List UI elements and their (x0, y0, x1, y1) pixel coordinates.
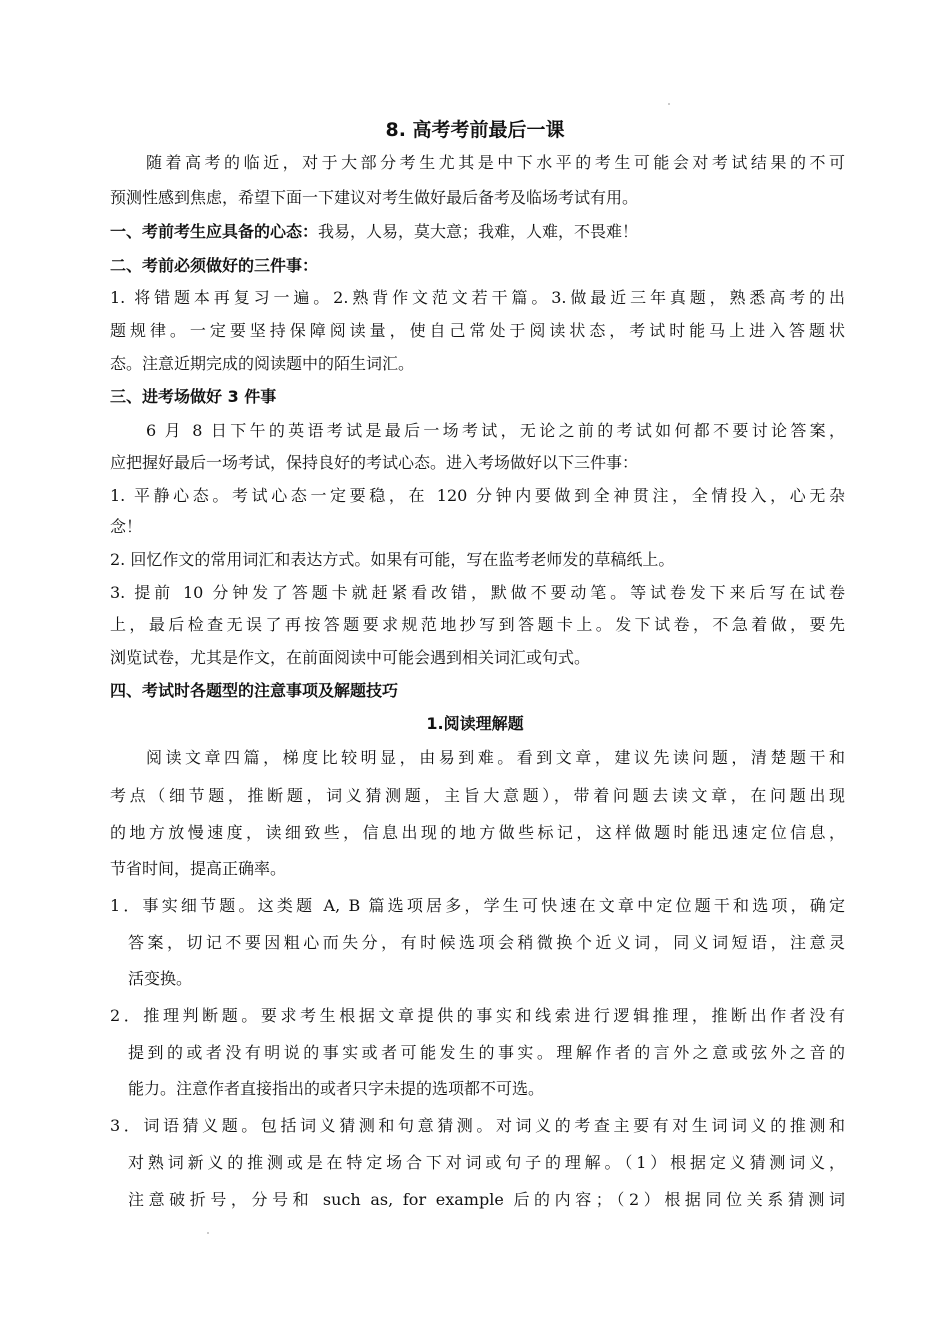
scan-speck (668, 103, 670, 105)
reading-point-line: 答案，切记不要因粗心而失分，有时候选项会稍微换个近义词，同义词短语，注意灵 (128, 933, 845, 952)
section1-text: 我易，人易，莫大意；我难，人难，不畏难！ (318, 222, 639, 241)
intro-line: 随着高考的临近，对于大部分考生尤其是中下水平的考生可能会对考试结果的不可 (146, 153, 845, 172)
section3-item-line: 浏览试卷，尤其是作文，在前面阅读中可能会遇到相关词汇或句式。 (110, 648, 591, 667)
intro-line: 预测性感到焦虑，希望下面一下建议对考生做好最后备考及临场考试有用。 (110, 188, 639, 207)
section3-item-line: 1. 平静心态。考试心态一定要稳，在 120 分钟内要做到全神贯注，全情投入，心无杂 (110, 486, 845, 505)
reading-point-line: 1．事实细节题。这类题 A, B 篇选项居多，学生可快速在文章中定位题干和选项，确定 (110, 896, 845, 915)
reading-point-line: 2．推理判断题。要求考生根据文章提供的事实和线索进行逻辑推理，推断出作者没有 (110, 1006, 845, 1025)
reading-intro-line: 节省时间，提高正确率。 (110, 859, 287, 878)
reading-point-line: 3．词语猜义题。包括词义猜测和句意猜测。对词义的考查主要有对生词词义的推测和 (110, 1116, 845, 1135)
section3-intro-line: 6 月 8 日下午的英语考试是最后一场考试，无论之前的考试如何都不要讨论答案， (146, 421, 845, 440)
reading-point-line: 对熟词新义的推测或是在特定场合下对词或句子的理解。（1）根据定义猜测词义， (128, 1153, 845, 1172)
section3-item-line: 3. 提前 10 分钟发了答题卡就赶紧看改错，默做不要动笔。等试卷发下来后写在试卷 (110, 583, 845, 602)
section3-heading: 三、进考场做好 3 件事 (110, 387, 277, 406)
page-title: 8. 高考考前最后一课 (385, 119, 565, 141)
reading-point-line: 注意破折号，分号和 such as, for example 后的内容；（2）根据同位关系猜测词 (128, 1190, 845, 1209)
section3-item-line: 2. 回忆作文的常用词汇和表达方式。如果有可能，写在监考老师发的草稿纸上。 (110, 550, 675, 569)
scan-speck (207, 1232, 209, 1234)
section4-subheading: 1.阅读理解题 (426, 714, 524, 733)
reading-point-line: 提到的或者没有明说的事实或者可能发生的事实。理解作者的言外之意或弦外之音的 (128, 1043, 845, 1062)
section4-heading: 四、考试时各题型的注意事项及解题技巧 (110, 681, 399, 700)
section3-item-line: 上，最后检查无误了再按答题要求规范地抄写到答题卡上。发下试卷，不急着做，要先 (110, 615, 845, 634)
reading-intro-line: 的地方放慢速度，读细致些，信息出现的地方做些标记，这样做题时能迅速定位信息， (110, 823, 845, 842)
section3-item-line: 念！ (110, 517, 143, 536)
section3-intro-line: 应把握好最后一场考试，保持良好的考试心态。进入考场做好以下三件事： (110, 453, 639, 472)
section2-heading: 二、考前必须做好的三件事： (110, 256, 319, 275)
section2-line: 态。注意近期完成的阅读题中的陌生词汇。 (110, 354, 415, 373)
section1 (110, 222, 845, 242)
section1-heading: 一、考前考生应具备的心态： (110, 222, 319, 241)
reading-intro-line: 考点（细节题，推断题，词义猜测题，主旨大意题），带着问题去读文章，在问题出现 (110, 786, 845, 805)
section2-line: 题规律。一定要坚持保障阅读量，使自己常处于阅读状态，考试时能马上进入答题状 (110, 321, 845, 340)
reading-point-line: 能力。注意作者直接指出的或者只字未提的选项都不可选。 (128, 1079, 545, 1098)
section2-line: 1. 将错题本再复习一遍。2.熟背作文范文若干篇。3.做最近三年真题，熟悉高考的出 (110, 288, 845, 307)
reading-point-line: 活变换。 (128, 969, 193, 988)
reading-intro-line: 阅读文章四篇，梯度比较明显，由易到难。看到文章，建议先读问题，清楚题干和 (146, 748, 845, 767)
